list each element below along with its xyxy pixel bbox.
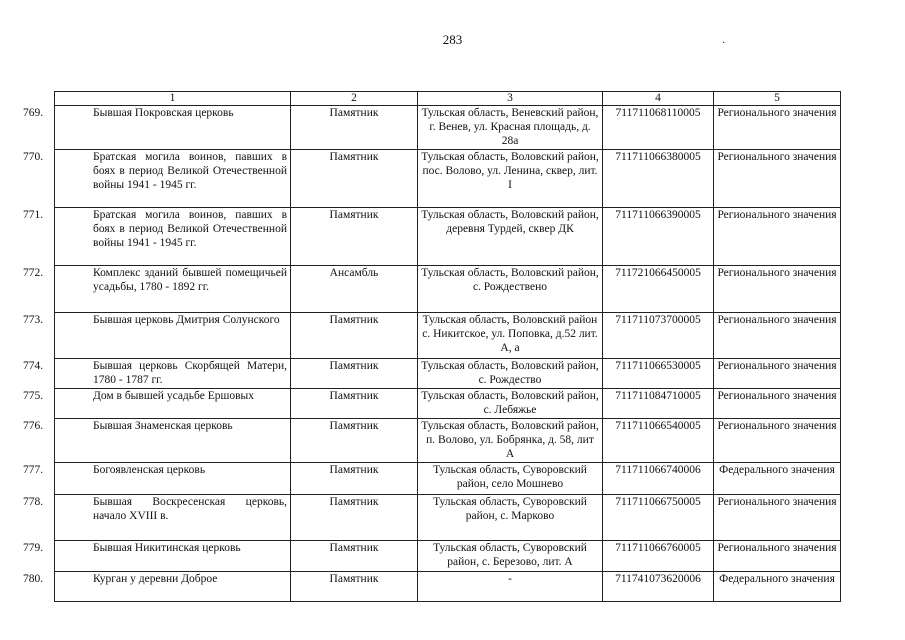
table-row — [55, 313, 841, 359]
page-number: 283 — [442, 32, 463, 47]
address-cell: Тульская область, Воловский район с. Никитское, ул. Поповка, д.52 лит. А, а — [418, 313, 603, 359]
row-number: 771. — [23, 209, 44, 221]
object-name-cell — [23, 208, 291, 266]
object-type-cell: Памятник — [291, 572, 418, 602]
object-name-cell — [23, 106, 291, 150]
object-type-cell: Памятник — [291, 106, 418, 150]
registry-code-cell: 711711084710005 — [603, 389, 714, 419]
registry-code-cell: 711711066740006 — [603, 463, 714, 495]
address-cell: Тульская область, Воловский район, с. Лебяжье — [418, 389, 603, 419]
category-cell: Регионального значения — [714, 150, 841, 208]
category-cell: Регионального значения — [714, 419, 841, 463]
row-number: 776. — [23, 420, 44, 432]
address-cell: Тульская область, Суворовский район, село Мошнево — [418, 463, 603, 495]
object-type-cell: Памятник — [291, 313, 418, 359]
object-name: Братская могила воинов, павших в боях в период Великой Отечественной войны 1941 - 1945 гг. — [93, 209, 287, 249]
object-type-cell: Памятник — [291, 463, 418, 495]
table-header-row — [55, 92, 841, 106]
object-type-cell: Памятник — [291, 150, 418, 208]
object-name: Братская могила воинов, павших в боях в период Великой Отечественной войны 1941 - 1945 гг. — [93, 151, 287, 191]
table-row — [55, 208, 841, 266]
address-cell: Тульская область, Воловский район, с. Рождество — [418, 359, 603, 389]
scan-speck: · — [722, 38, 726, 49]
row-number: 778. — [23, 496, 44, 508]
object-name-cell — [23, 463, 291, 495]
registry-code-cell: 711711073700005 — [603, 313, 714, 359]
object-type-cell: Памятник — [291, 419, 418, 463]
row-number: 777. — [23, 464, 44, 476]
category-cell: Регионального значения — [714, 266, 841, 313]
address-cell: Тульская область, Веневский район, г. Венев, ул. Красная площадь, д. 28а — [418, 106, 603, 150]
table-row — [55, 419, 841, 463]
table-row — [55, 463, 841, 495]
row-number: 780. — [23, 573, 44, 585]
column-header: 3 — [418, 92, 603, 106]
object-type-cell: Ансамбль — [291, 266, 418, 313]
object-name-cell — [23, 313, 291, 359]
object-name-cell — [23, 495, 291, 541]
object-name-cell — [23, 150, 291, 208]
object-name: Бывшая церковь Скорбящей Матери, 1780 - 1787 гг. — [93, 360, 287, 386]
object-name-cell — [23, 541, 291, 572]
table-row — [55, 150, 841, 208]
category-cell: Регионального значения — [714, 106, 841, 150]
object-type-cell: Памятник — [291, 208, 418, 266]
object-name: Бывшая Знаменская церковь — [93, 420, 233, 432]
column-header: 5 — [714, 92, 841, 106]
category-cell: Регионального значения — [714, 541, 841, 572]
row-number: 779. — [23, 542, 44, 554]
object-name-cell — [23, 359, 291, 389]
category-cell: Регионального значения — [714, 389, 841, 419]
object-name: Комплекс зданий бывшей помещичьей усадьбы, 1780 - 1892 гг. — [93, 267, 287, 293]
registry-code-cell: 711711066390005 — [603, 208, 714, 266]
column-header: 1 — [55, 92, 291, 106]
column-header: 2 — [291, 92, 418, 106]
object-type-cell: Памятник — [291, 541, 418, 572]
table-row — [55, 266, 841, 313]
address-cell: - — [418, 572, 603, 602]
object-type-cell: Памятник — [291, 359, 418, 389]
category-cell: Федерального значения — [714, 572, 841, 602]
registry-code-cell: 711711066760005 — [603, 541, 714, 572]
address-cell: Тульская область, Воловский район, деревня Турдей, сквер ДК — [418, 208, 603, 266]
object-type-cell: Памятник — [291, 389, 418, 419]
table-row — [55, 572, 841, 602]
registry-code-cell: 711711066530005 — [603, 359, 714, 389]
registry-code-cell: 711711066750005 — [603, 495, 714, 541]
row-number: 770. — [23, 151, 44, 163]
object-name: Бывшая Никитинская церковь — [93, 542, 241, 554]
category-cell: Федерального значения — [714, 463, 841, 495]
category-cell: Регионального значения — [714, 208, 841, 266]
address-cell: Тульская область, Суворовский район, с. Марково — [418, 495, 603, 541]
object-name-cell — [23, 572, 291, 602]
registry-code-cell: 711741073620006 — [603, 572, 714, 602]
table-row — [55, 541, 841, 572]
category-cell: Регионального значения — [714, 313, 841, 359]
object-name-cell — [23, 266, 291, 313]
object-name-cell — [23, 389, 291, 419]
row-number: 769. — [23, 107, 44, 119]
category-cell: Регионального значения — [714, 495, 841, 541]
table-row — [55, 106, 841, 150]
category-cell: Регионального значения — [714, 359, 841, 389]
heritage-registry-table — [23, 91, 841, 602]
table-row — [55, 495, 841, 541]
row-number: 775. — [23, 390, 44, 402]
row-number: 774. — [23, 360, 44, 372]
row-number: 773. — [23, 314, 44, 326]
table-row — [55, 389, 841, 419]
registry-code-cell: 711721066450005 — [603, 266, 714, 313]
object-name: Бывшая церковь Дмитрия Солунского — [93, 314, 280, 326]
registry-code-cell: 711711066540005 — [603, 419, 714, 463]
address-cell: Тульская область, Воловский район, с. Рождествено — [418, 266, 603, 313]
table-row — [55, 359, 841, 389]
registry-code-cell: 711711066380005 — [603, 150, 714, 208]
object-name: Богоявленская церковь — [93, 464, 206, 476]
address-cell: Тульская область, Воловский район, п. Волово, ул. Бобрянка, д. 58, лит А — [418, 419, 603, 463]
object-name-cell — [23, 419, 291, 463]
object-name: Бывшая Воскресенская церковь, начало XVIII в. — [93, 496, 287, 522]
registry-code-cell: 711711068110005 — [603, 106, 714, 150]
address-cell: Тульская область, Воловский район, пос. Волово, ул. Ленина, сквер, лит. I — [418, 150, 603, 208]
object-name: Курган у деревни Доброе — [93, 573, 218, 585]
object-name: Дом в бывшей усадьбе Ершовых — [93, 390, 254, 402]
column-header: 4 — [603, 92, 714, 106]
object-name: Бывшая Покровская церковь — [93, 107, 234, 119]
row-number: 772. — [23, 267, 44, 279]
object-type-cell: Памятник — [291, 495, 418, 541]
address-cell: Тульская область, Суворовский район, с. Березово, лит. А — [418, 541, 603, 572]
